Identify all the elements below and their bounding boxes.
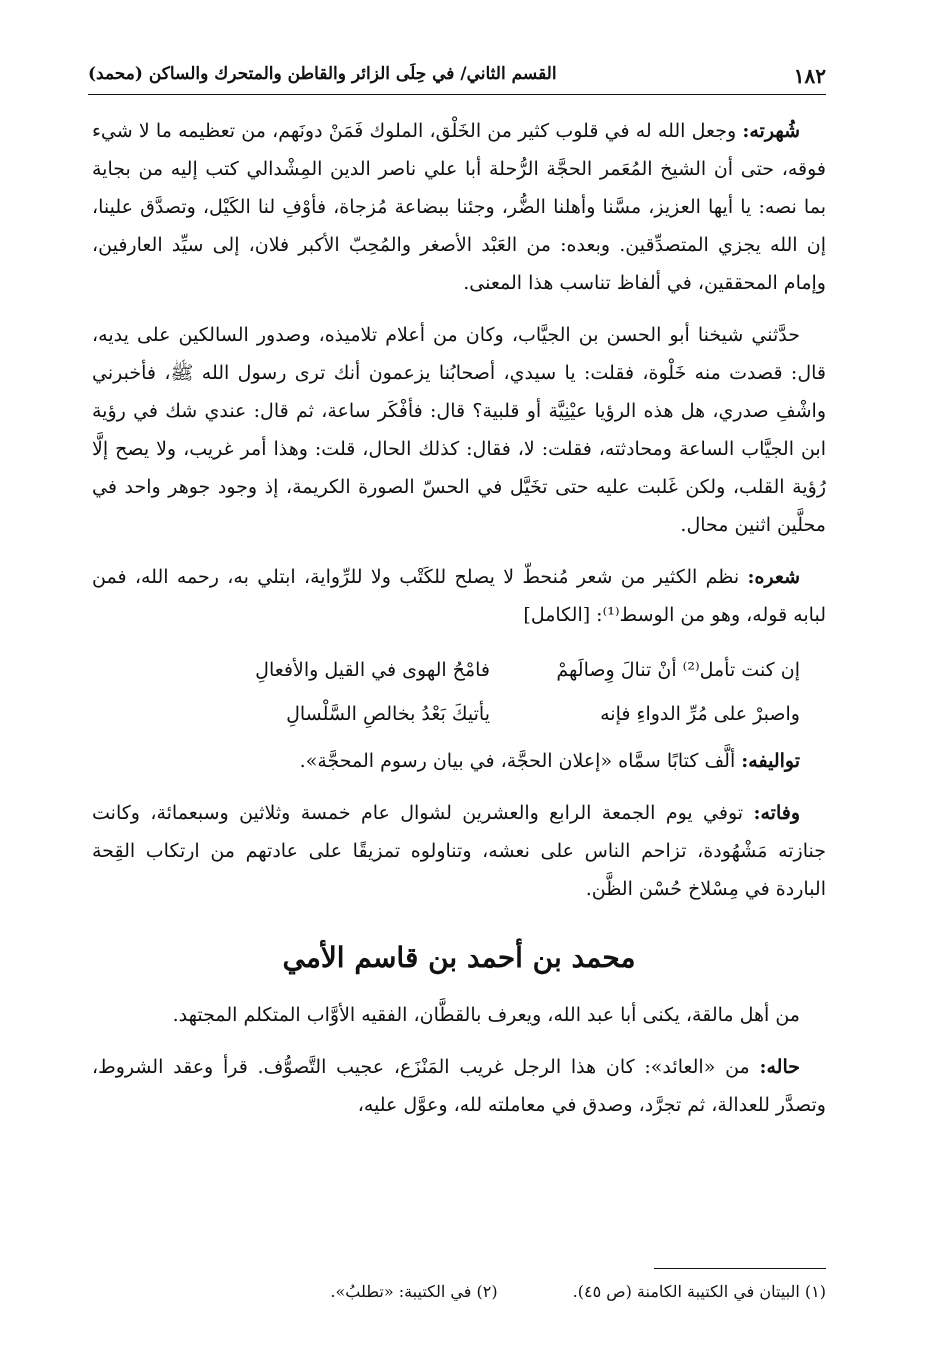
paragraph-poetry-text: نظم الكثير من شعر مُنحطّ لا يصلح للكَتْب ولا للرِّواية، ابتلي به، رحمه الله، فمن لبابه قوله، وهو من الوسط⁽¹⁾: [الكامل]	[92, 566, 826, 626]
paragraph-death-text: توفي يوم الجمعة الرابع والعشرين لشوال عام خمسة وثلاثين وسبعمائة، وكانت جنازته مَشْهُودة، تزاحم الناس على نعشه، وتناولوه تمزيقًا على عادتهم من ارتكاب القِحة الباردة في مِسْلاخ حُسْن الظَّن.	[92, 802, 826, 900]
section-lead-state: حاله:	[759, 1056, 800, 1078]
running-title: القسم الثاني/ في حِلَى الزائر والقاطن والمتحرك والساكن (محمد)	[88, 64, 557, 84]
section-lead-fame: شُهرته:	[742, 120, 800, 142]
paragraph-bio-intro-text: من أهل مالقة، يكنى أبا عبد الله، ويعرف بالقطَّان، الفقيه الأوَّاب المتكلم المجتهد.	[172, 1004, 800, 1026]
paragraph-bio-intro	[92, 996, 826, 1034]
paragraph-bio-state-text: من «العائد»: كان هذا الرجل غريب المَنْزَع، عجيب التَّصوُّف. قرأ وعقد الشروط، وتصدَّر للعدالة، ثم تجرَّد، وصدق في معاملته لله، وعوَّل عليه،	[92, 1056, 826, 1116]
paragraph-fame-text: وجعل الله له في قلوب كثير من الخَلْق، الملوك فَمَنْ دونَهم، من تعظيمه ما لا شيء فوقه، حتى أن الشيخ المُعَمر الحجَّة الرُّحلة أبا علي ناصر الدين المِشْدالي كتب إليه من بجاية بما نصه: يا أيها العزيز، مسَّنا وأهلنا الضُّر، وجئنا ببضاعة مُزجاة، فأوْفِ لنا الكَيْل، وتصدَّق علينا، إن الله يجزي المتصدِّقين. وبعده: من العَبْد الأصغر والمُحِبّ الأكبر فلان، إلى سيِّد العارفين، وإمام المحققين، في ألفاظ تناسب هذا المعنى.	[92, 120, 826, 294]
verse-line	[92, 648, 800, 692]
paragraph-works-text: ألَّف كتابًا سمَّاه «إعلان الحجَّة، في بيان رسوم المحجَّة».	[299, 750, 742, 772]
page-number: ١٨٢	[793, 64, 826, 88]
verse-second-hemistich: فامْحُ الهوى في القيل والأفعالِ	[255, 659, 490, 681]
section-lead-poetry: شعره:	[747, 566, 800, 588]
verse-line	[92, 692, 800, 736]
biography-heading: محمد بن أحمد بن قاسم الأمي	[282, 941, 636, 974]
verse-first-hemistich: واصبرْ على مُرِّ الدواءِ فإنه	[600, 703, 800, 725]
verse-first-hemistich: إن كنت تأمل⁽²⁾ أنْ تنالَ وِصالَهمْ	[556, 659, 800, 681]
paragraph-narration	[92, 316, 826, 544]
footnote-divider	[654, 1268, 826, 1269]
paragraph-poetry	[92, 558, 826, 634]
footnote-item: (٢) في الكتيبة: «تطلبُ».	[330, 1282, 498, 1301]
footnote-item: (١) البيتان في الكتيبة الكامنة (ص ٤٥).	[572, 1282, 826, 1301]
section-lead-death: وفاته:	[753, 802, 800, 824]
running-header	[88, 64, 826, 95]
verse-second-hemistich: يأتيكَ بَعْدُ بخالصِ السَّلْسالِ	[286, 703, 490, 725]
poem	[92, 648, 826, 736]
paragraph-fame	[92, 112, 826, 302]
section-lead-works: تواليفه:	[741, 750, 800, 772]
paragraph-narration-text: حدَّثني شيخنا أبو الحسن بن الجيَّاب، وكان من أعلام تلاميذه، وصدور السالكين على يديه، قال: قصدت منه خَلْوة، فقلت: يا سيدي، أصحابُنا يزعمون أنك ترى رسول الله ﷺ، فأخبرني واشْفِ صدري، هل هذه الرؤيا عيْنِيَّة أو قلبية؟ قال: فأفْكَر ساعة، ثم قال: عندي شك في رؤية ابن الجيَّاب الساعة ومحادثته، فقلت: لا، فقال: كذلك الحال، قلت: وهذا أمر غريب، ولا يصح إلَّا رُؤية القلب، ولكن غَلبت عليه حتى تخَيَّل في الحسّ الصورة الكريمة، إذ وجود جوهر واحد في محلَّين اثنين محال.	[92, 324, 826, 536]
paragraph-death	[92, 794, 826, 908]
main-text	[92, 112, 826, 1138]
footnotes	[260, 1282, 826, 1301]
paragraph-bio-state	[92, 1048, 826, 1124]
paragraph-works	[92, 742, 826, 780]
